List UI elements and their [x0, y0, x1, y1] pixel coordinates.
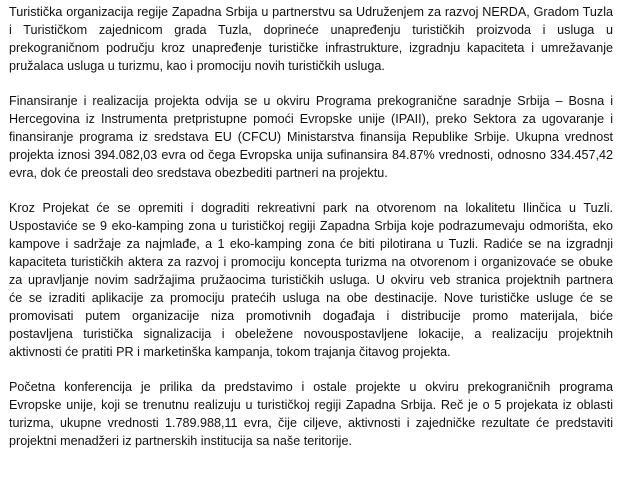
- text-line: Evropske unije, koji se trenutnu realizuju u turističkoj regiji Zapadna Srbija. Reč je o 5 projekata iz oblasti: [9, 398, 613, 412]
- text-line: finansiranje programa iz sredstava EU (CFCU) Ministarstva finansija Republike Srbije. Ukupna vrednost: [9, 130, 613, 144]
- text-line: projekta iznosi 394.082,03 evra od čega Evropska unija sufinansira 84.87% vrednosti, odnosno 334.457,42: [9, 148, 613, 162]
- text-line: aktivnosti će pratiti PR i marketinška kampanja, tokom trajanja čitavog projekta.: [9, 345, 451, 359]
- text-line: kampove i sadržaje za najmlađe, a 1 eko-kamping zona će biti pilotirana u Tuzli. Radiće se na izgradnji: [9, 237, 613, 251]
- paragraph-intro: [9, 3, 613, 75]
- text-line: Finansiranje i realizacija projekta odvija se u okviru Programa prekogranične saradnje Srbija – Bosna i: [9, 94, 613, 108]
- text-line: turizma, ukupne vrednosti 1.789.988,11 evra, čije ciljeve, aktivnosti i zajedničke rezultate će predstaviti: [9, 416, 613, 430]
- text-line: prekograničnom području kroz unapređenje turističke infrastrukture, izgradnju kapaciteta i umrežavanje: [9, 41, 613, 55]
- text-line: pružalaca usluga u turizmu, kao i promociju novih turističkih usluga.: [9, 59, 385, 73]
- text-line: Hercegovina iz Instrumenta pretpristupne pomoći Evropske unije (IPAII), preko Sektora za ugovaranje i: [9, 112, 613, 126]
- text-line: Turistička organizacija regije Zapadna Srbija u partnerstvu sa Udruženjem za razvoj NERDA, Gradom Tuzla: [9, 5, 613, 19]
- text-line: za upravljanje novim sadržajima pružaocima turističkih usluga. U okviru veb stranica projektnih partnera: [9, 273, 613, 287]
- paragraph-activities: [9, 199, 613, 361]
- text-line: Uspostaviće se 9 eko-kamping zona u turističkoj regiji Zapadna Srbija koje podrazumevaju odmorišta, eko: [9, 219, 613, 233]
- text-line: Kroz Projekat će se opremiti i dograditi rekreativni park na otvorenom na lokalitetu Ilinčica u Tuzli.: [9, 201, 613, 215]
- text-line: i Turističkom zajednicom grada Tuzla, doprineće unapređenju turističkih proizvoda i usluga u: [9, 23, 613, 37]
- text-line: evra, dok će preostali deo sredstava obezbediti partneri na projektu.: [9, 166, 388, 180]
- text-line: će se izraditi aplikacije za promociju pratećih usluga na obe destinacije. Nove turističke usluge će se: [9, 291, 613, 305]
- text-line: projektni menadžeri iz partnerskih institucija sa naše teritorije.: [9, 434, 352, 448]
- text-line: postavljena turistička signalizacija i obeležene novouspostavljene lokacije, a realizaciju projektnih: [9, 327, 613, 341]
- paragraph-financing: [9, 92, 613, 182]
- text-line: kapaciteta turističkih aktera za razvoj i promociju koncepta turizma na otvorenom i organizovaće se obuke: [9, 255, 613, 269]
- text-line: promovisati putem organizacije niza promotivnih događaja i distribucije promo materijala, biće: [9, 309, 613, 323]
- paragraph-conference: [9, 378, 613, 450]
- text-line: Početna konferencija je prilika da predstavimo i ostale projekte u okviru prekograničnih programa: [9, 380, 613, 394]
- document-body: [9, 3, 613, 467]
